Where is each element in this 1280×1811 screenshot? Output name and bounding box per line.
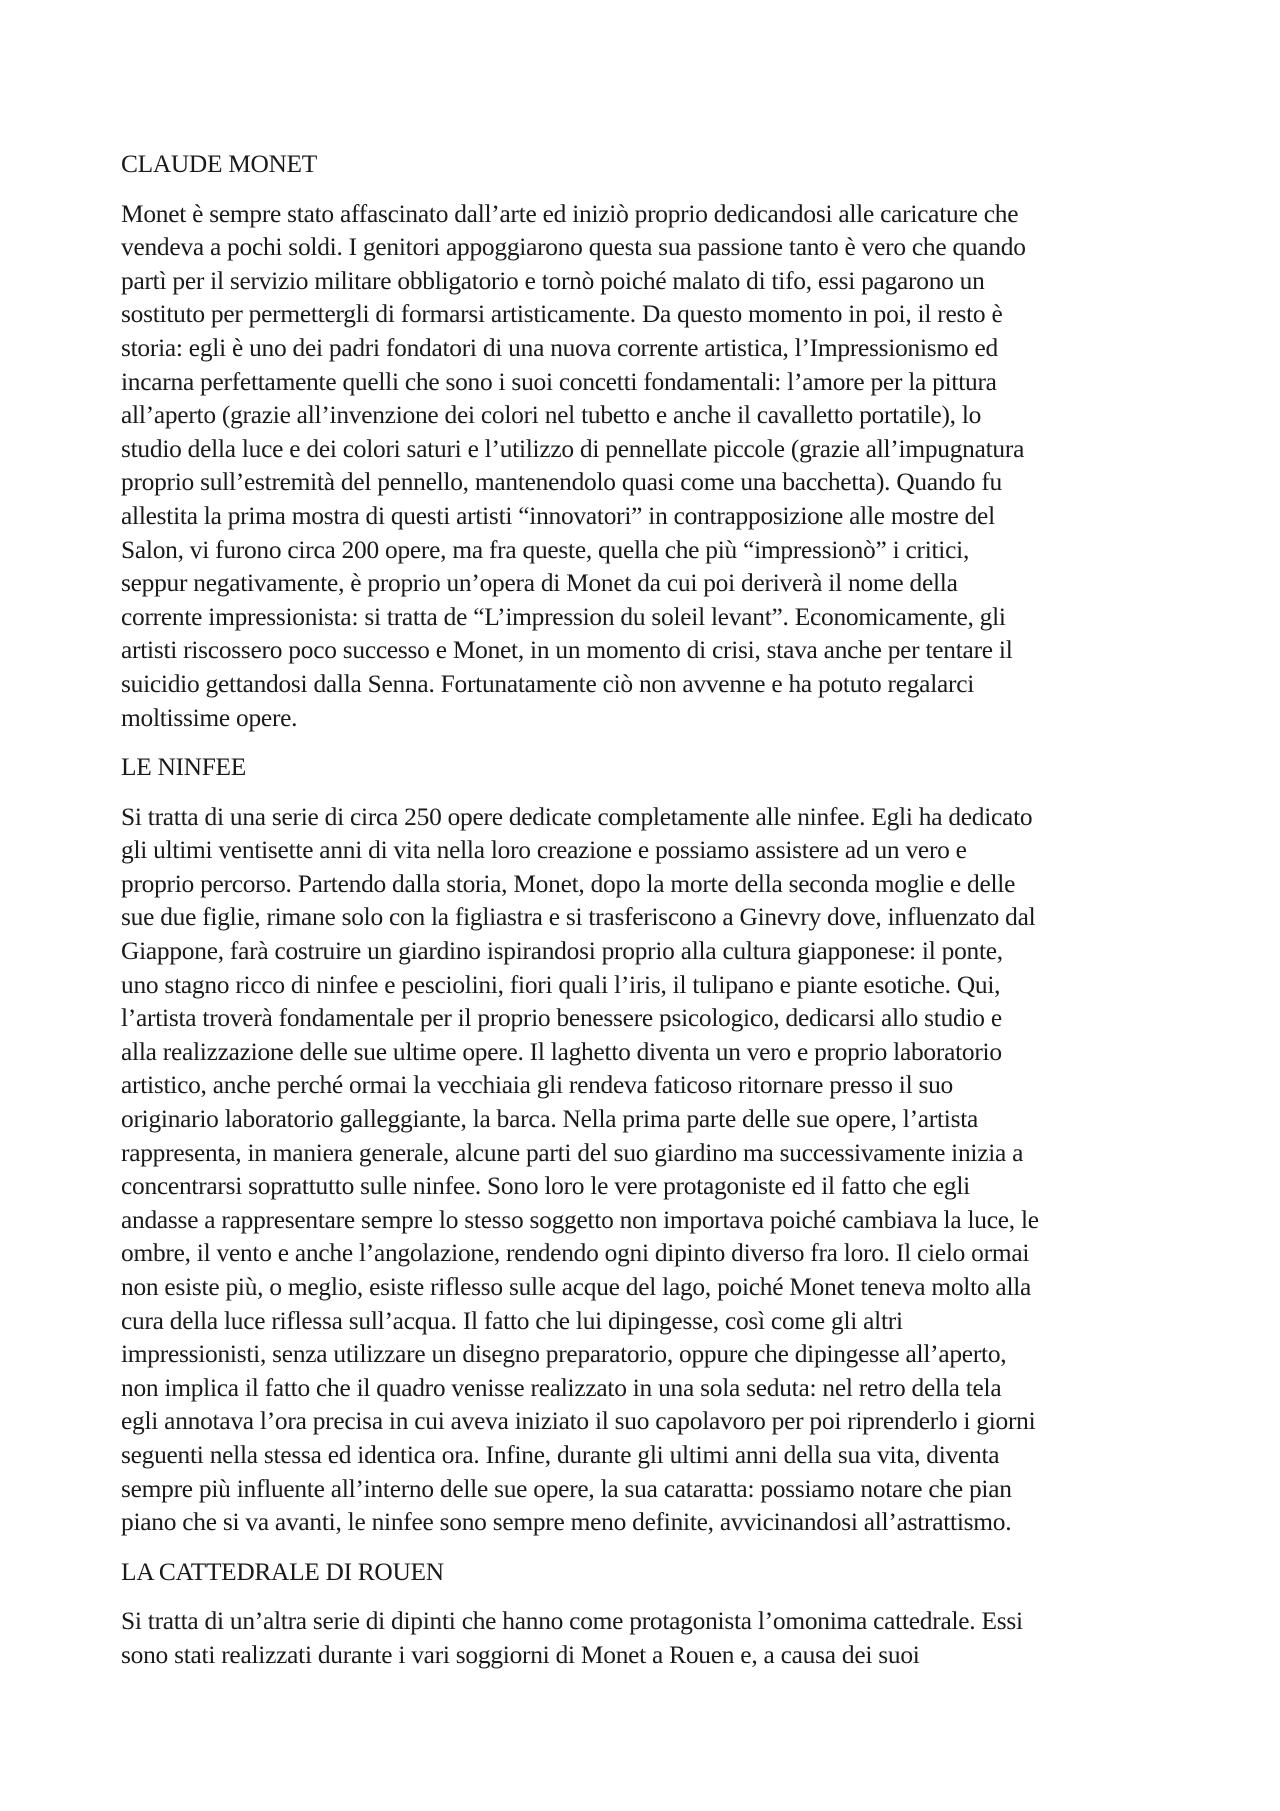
text-line: cura della luce riflessa sull’acqua. Il fatto che lui dipingesse, così come gli altri [121, 1306, 903, 1335]
paragraph-la-cattedrale-di-rouen [121, 1605, 1171, 1672]
text-line: andasse a rappresentare sempre lo stesso soggetto non importava poiché cambiava la luce, le [121, 1205, 1039, 1234]
text-line: partì per il servizio militare obbligatorio e tornò poiché malato di tifo, essi pagarono un [121, 266, 985, 295]
text-line: alla realizzazione delle sue ultime opere. Il laghetto diventa un vero e proprio laboratorio [121, 1037, 1002, 1066]
text-line: impressionisti, senza utilizzare un disegno preparatorio, oppure che dipingesse all’aperto, [121, 1340, 1007, 1369]
text-line: allestita la prima mostra di questi artisti “innovatori” in contrapposizione alle mostre del [121, 501, 995, 530]
text-line: concentrarsi soprattutto sulle ninfee. Sono loro le vere protagoniste ed il fatto che egli [121, 1172, 970, 1201]
text-line: Si tratta di un’altra serie di dipinti che hanno come protagonista l’omonima cattedrale. Essi [121, 1607, 1023, 1636]
document-body [121, 148, 1171, 1689]
text-line: vendeva a pochi soldi. I genitori appoggiarono questa sua passione tanto è vero che quando [121, 233, 1026, 262]
text-line: Si tratta di una serie di circa 250 opere dedicate completamente alle ninfee. Egli ha dedicato [121, 802, 1033, 831]
text-line: seppur negativamente, è proprio un’opera di Monet da cui poi deriverà il nome della [121, 569, 958, 598]
text-line: all’aperto (grazie all’invenzione dei colori nel tubetto e anche il cavalletto portatile), lo [121, 401, 982, 430]
text-line: corrente impressionista: si tratta de “L’impression du soleil levant”. Economicamente, gli [121, 602, 1006, 631]
text-line: sono stati realizzati durante i vari soggiorni di Monet a Rouen e, a causa dei suoi [121, 1640, 920, 1669]
text-line: Salon, vi furono circa 200 opere, ma fra queste, quella che più “impressionò” i critici, [121, 535, 970, 564]
text-line: incarna perfettamente quelli che sono i suoi concetti fondamentali: l’amore per la pittura [121, 367, 997, 396]
text-line: sue due figlie, rimane solo con la figliastra e si trasferiscono a Ginevry dove, influenzato dal [121, 903, 1036, 932]
text-line: moltissime opere. [121, 703, 298, 732]
text-line: egli annotava l’ora precisa in cui aveva iniziato il suo capolavoro per poi riprenderlo i giorni [121, 1407, 1036, 1436]
text-line: gli ultimi ventisette anni di vita nella loro creazione e possiamo assistere ad un vero e [121, 836, 967, 865]
text-line: proprio sull’estremità del pennello, mantenendolo quasi come una bacchetta). Quando fu [121, 468, 1002, 497]
text-line: uno stagno ricco di ninfee e pesciolini, fiori quali l’iris, il tulipano e piante esotiche. Qui, [121, 970, 1001, 999]
text-line: sostituto per permettergli di formarsi artisticamente. Da questo momento in poi, il resto è [121, 300, 1003, 329]
text-line: non esiste più, o meglio, esiste riflesso sulle acque del lago, poiché Monet teneva molto alla [121, 1273, 1032, 1301]
text-line: storia: egli è uno dei padri fondatori di una nuova corrente artistica, l’Impressionismo ed [121, 333, 998, 362]
text-line: studio della luce e dei colori saturi e l’utilizzo di pennellate piccole (grazie all’impugnatura [121, 434, 1025, 463]
text-line: originario laboratorio galleggiante, la barca. Nella prima parte delle sue opere, l’artista [121, 1105, 979, 1134]
section-heading-le-ninfee: LE NINFEE [121, 753, 246, 782]
text-line: rappresenta, in maniera generale, alcune parti del suo giardino ma successivamente inizia a [121, 1138, 1024, 1167]
text-line: ombre, il vento e anche l’angolazione, rendendo ogni dipinto diverso fra loro. Il cielo ormai [121, 1239, 1030, 1268]
text-line: proprio percorso. Partendo dalla storia, Monet, dopo la morte della seconda moglie e delle [121, 869, 1016, 898]
text-line: piano che si va avanti, le ninfee sono sempre meno definite, avvicinandosi all’astrattismo. [121, 1508, 1012, 1537]
text-line: non implica il fatto che il quadro venisse realizzato in una sola seduta: nel retro della tela [121, 1373, 1002, 1402]
section-heading-la-cattedrale-di-rouen: LA CATTEDRALE DI ROUEN [121, 1557, 444, 1586]
section-heading-claude-monet: CLAUDE MONET [121, 150, 317, 178]
text-line: suicidio gettandosi dalla Senna. Fortunatamente ciò non avvenne e ha potuto regalarci [121, 669, 975, 698]
text-line: seguenti nella stessa ed identica ora. Infine, durante gli ultimi anni della sua vita, diventa [121, 1440, 1000, 1469]
paragraph-le-ninfee [121, 801, 1171, 1540]
text-line: Monet è sempre stato affascinato dall’arte ed iniziò proprio dedicandosi alle caricature che [121, 199, 1019, 228]
text-line: Giappone, farà costruire un giardino ispirandosi proprio alla cultura giapponese: il ponte, [121, 937, 1003, 966]
paragraph-claude-monet [121, 198, 1171, 736]
text-line: sempre più influente all’interno delle sue opere, la sua cataratta: possiamo notare che pian [121, 1474, 1012, 1503]
text-line: l’artista troverà fondamentale per il proprio benessere psicologico, dedicarsi allo studio e [121, 1004, 1002, 1033]
text-line: artistico, anche perché ormai la vecchiaia gli rendeva faticoso ritornare presso il suo [121, 1071, 953, 1100]
text-line: artisti riscossero poco successo e Monet, in un momento di crisi, stava anche per tentare il [121, 636, 1013, 665]
